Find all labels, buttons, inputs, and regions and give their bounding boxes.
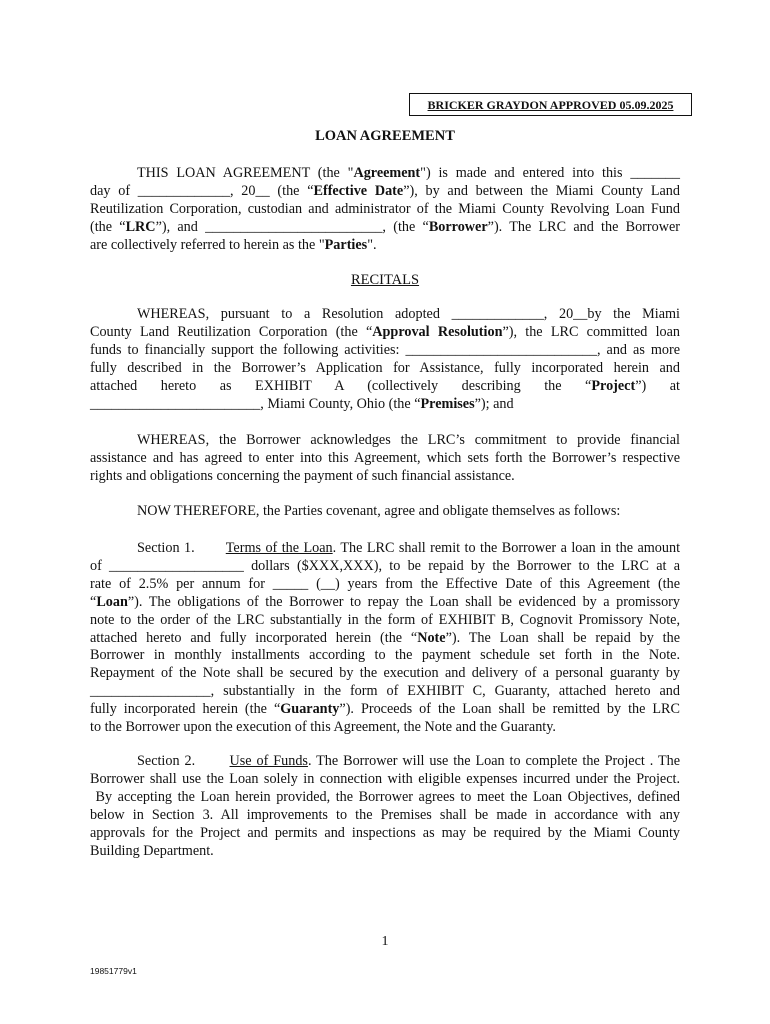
section-1-number: Section 1. bbox=[137, 540, 195, 556]
text-line: attached hereto and fully incorporated herein (the “Note”). The Loan shall be repaid by the bbox=[90, 629, 680, 646]
section-2-heading: Use of Funds bbox=[229, 753, 308, 769]
text-line: “Loan”). The obligations of the Borrower to repay the Loan shall be evidenced by a promissory bbox=[90, 593, 680, 610]
text-line: WHEREAS, the Borrower acknowledges the LRC’s commitment to provide financial bbox=[137, 432, 680, 448]
text-line: By accepting the Loan herein provided, the Borrower agrees to meet the Loan Objectives, defined bbox=[90, 788, 680, 805]
document-title: LOAN AGREEMENT bbox=[315, 128, 455, 144]
text-line: to the Borrower upon the execution of this Agreement, the Note and the Guaranty. bbox=[90, 719, 556, 736]
text-line: note to the order of the LRC substantially in the form of EXHIBIT B, Cognovit Promissory Note, bbox=[90, 611, 680, 628]
text-line: County Land Reutilization Corporation (the “Approval Resolution”), the LRC committed loan bbox=[90, 323, 680, 340]
text-line: _________________, substantially in the form of EXHIBIT C, Guaranty, attached hereto and bbox=[90, 683, 680, 700]
text-line: Building Department. bbox=[90, 842, 214, 859]
section-1-paragraph bbox=[90, 540, 680, 737]
text-line: funds to financially support the following activities: ___________________________, and as more bbox=[90, 341, 680, 358]
section-1-heading: Terms of the Loan bbox=[225, 540, 333, 556]
recitals-heading: RECITALS bbox=[350, 272, 420, 288]
text-line: rights and obligations concerning the payment of such financial assistance. bbox=[90, 467, 515, 484]
text-line: Section 2. Use of Funds. The Borrower will use the Loan to complete the Project . The bbox=[137, 753, 680, 769]
page-number: 1 bbox=[381, 934, 389, 949]
text-line: Borrower shall use the Loan solely in connection with eligible expenses incurred under the Project. bbox=[90, 770, 680, 787]
approval-stamp: BRICKER GRAYDON APPROVED 05.09.2025 bbox=[409, 93, 692, 116]
text-line: fully described in the Borrower’s Application for Assistance, fully incorporated herein and bbox=[90, 359, 680, 376]
text-line: THIS LOAN AGREEMENT (the "Agreement") is made and entered into this _______ bbox=[137, 165, 680, 181]
whereas-paragraph-2 bbox=[90, 432, 680, 486]
text-line: ________________________, Miami County, Ohio (the “Premises”); and bbox=[90, 395, 514, 412]
text-line: Section 1. Terms of the Loan. The LRC shall remit to the Borrower a loan in the amount bbox=[137, 540, 681, 556]
intro-paragraph bbox=[90, 165, 680, 255]
text-line: of ___________________ dollars ($XXX,XXX), to be repaid by the Borrower to the LRC at a bbox=[90, 557, 680, 574]
text-line: are collectively referred to herein as the "Parties". bbox=[90, 236, 377, 253]
now-therefore-paragraph bbox=[90, 503, 680, 521]
section-2-paragraph bbox=[90, 753, 680, 860]
text-line: Repayment of the Note shall be secured by the execution and delivery of a personal guaranty by bbox=[90, 665, 680, 682]
document-id: 19851779v1 bbox=[90, 966, 137, 976]
text-line: Borrower in monthly installments according to the payment schedule set forth in the Note. bbox=[90, 647, 680, 664]
section-2-number: Section 2. bbox=[137, 753, 196, 769]
text-line: (the “LRC”), and _________________________, (the “Borrower”). The LRC and the Borrower bbox=[90, 218, 680, 235]
text-line: WHEREAS, pursuant to a Resolution adopted _____________, 20__by the Miami bbox=[137, 306, 680, 322]
text-line: attached hereto as EXHIBIT A (collectively describing the “Project”) at bbox=[90, 377, 680, 394]
text-line: below in Section 3. All improvements to the Premises shall be made in accordance with any bbox=[90, 806, 680, 823]
text-line: rate of 2.5% per annum for _____ (__) years from the Effective Date of this Agreement (the bbox=[90, 575, 680, 592]
text-line: assistance and has agreed to enter into this Agreement, which sets forth the Borrower’s respective bbox=[90, 449, 680, 466]
text-line: fully incorporated herein (the “Guaranty”). Proceeds of the Loan shall be remitted by the LRC bbox=[90, 701, 680, 718]
text-line: NOW THEREFORE, the Parties covenant, agree and obligate themselves as follows: bbox=[137, 503, 621, 519]
text-line: Reutilization Corporation, custodian and administrator of the Miami County Revolving Loan Fund bbox=[90, 200, 680, 217]
text-line: day of _____________, 20__ (the “Effective Date”), by and between the Miami County Land bbox=[90, 182, 680, 199]
whereas-paragraph-1 bbox=[90, 306, 680, 413]
text-line: approvals for the Project and permits and inspections as may be required by the Miami County bbox=[90, 824, 680, 841]
